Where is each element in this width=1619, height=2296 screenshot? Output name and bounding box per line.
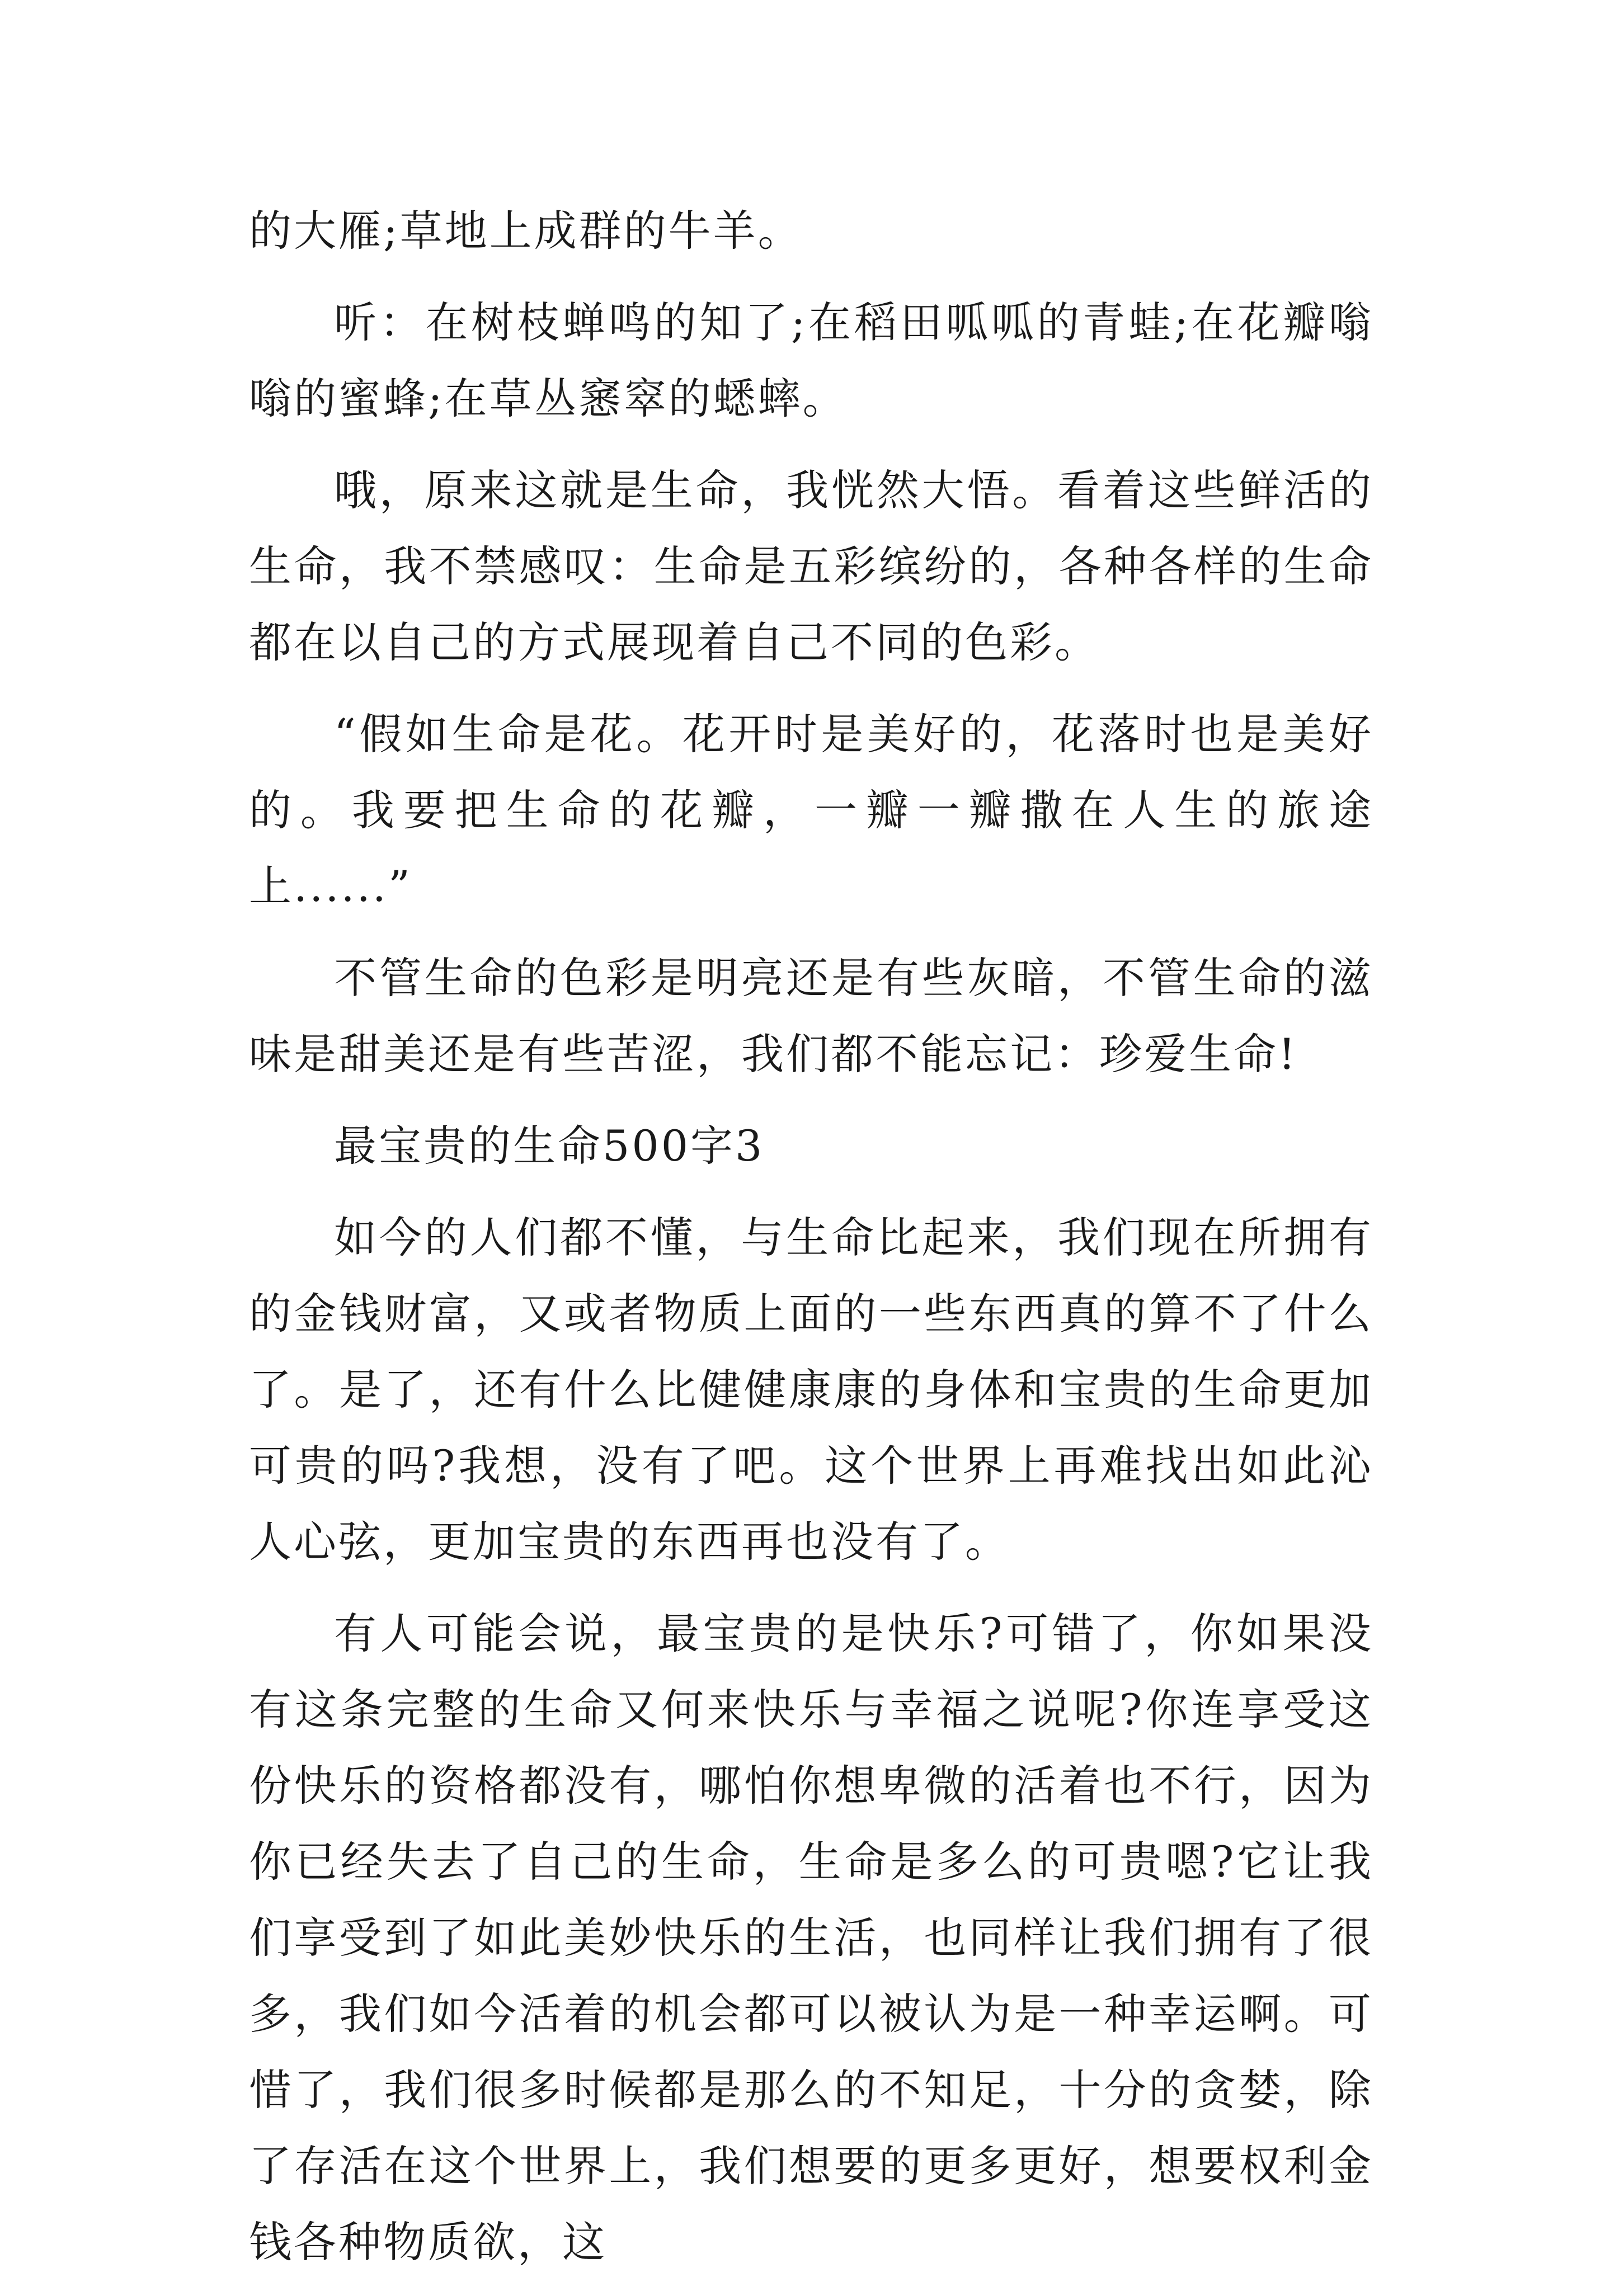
document-body <box>249 193 1373 2296</box>
paragraph-1: 的大雁;草地上成群的牛羊。 <box>249 206 803 256</box>
paragraph-2: 听：在树枝蝉鸣的知了;在稻田呱呱的青蛙;在花瓣嗡嗡的蜜蜂;在草丛窸窣的蟋蟀。 <box>249 298 1373 423</box>
paragraph-3: 哦，原来这就是生命，我恍然大悟。看着这些鲜活的生命，我不禁感叹：生命是五彩缤纷的，各种各样的生命都在以自己的方式展现着自己不同的色彩。 <box>249 465 1373 667</box>
section-heading: 最宝贵的生命500字3 <box>334 1121 765 1171</box>
paragraph-5: 不管生命的色彩是明亮还是有些灰暗，不管生命的滋味是甜美还是有些苦涩，我们都不能忘记：珍爱生命! <box>249 953 1373 1079</box>
paragraph-4: “假如生命是花。花开时是美好的，花落时也是美好的。我要把生命的花瓣，一瓣一瓣撒在人生的旅途上......” <box>249 709 1373 911</box>
paragraph-6: 如今的人们都不懂，与生命比起来，我们现在所拥有的金钱财富，又或者物质上面的一些东西真的算不了什么了。是了，还有什么比健健康康的身体和宝贵的生命更加可贵的吗?我想，没有了吧。这个世界上再难找出如此沁人心弦，更加宝贵的东西再也没有了。 <box>249 1213 1373 1567</box>
paragraph-7: 有人可能会说，最宝贵的是快乐?可错了，你如果没有这条完整的生命又何来快乐与幸福之说呢?你连享受这份快乐的资格都没有，哪怕你想卑微的活着也不行，因为你已经失去了自己的生命，生命是多么的可贵嗯?它让我们享受到了如此美妙快乐的生活，也同样让我们拥有了很多，我们如今活着的机会都可以被认为是一种幸运啊。可惜了，我们很多时候都是那么的不知足，十分的贪婪，除了存活在这个世界上，我们想要的更多更好，想要权利金钱各种物质欲，这 <box>249 1609 1373 2267</box>
